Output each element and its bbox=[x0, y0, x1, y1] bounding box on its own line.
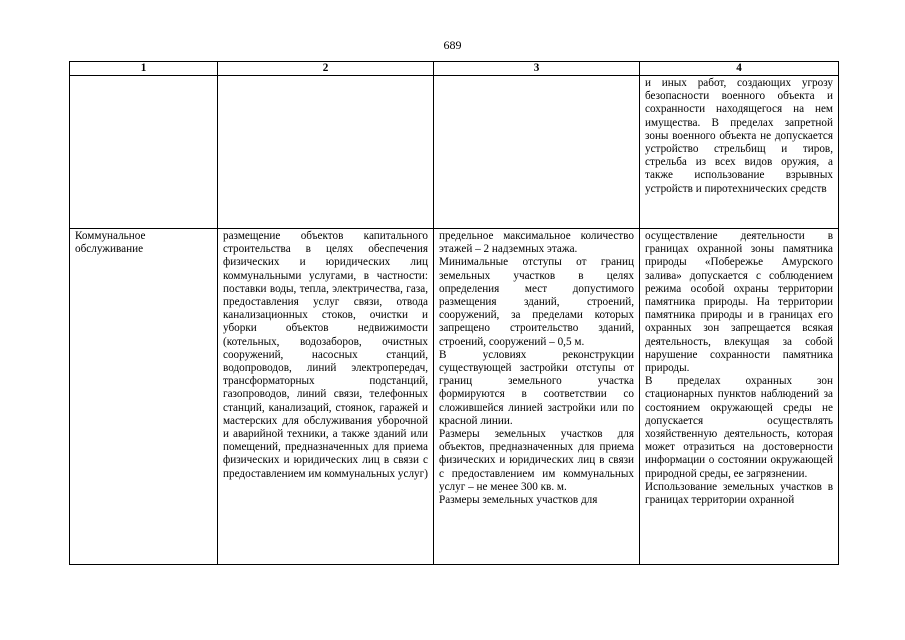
table-cell-type-name: Коммунальное обслуживание bbox=[70, 229, 218, 565]
column-header-2: 2 bbox=[218, 62, 434, 76]
column-header-1: 1 bbox=[70, 62, 218, 76]
paragraph: Использование земельных участков в границах территории охранной bbox=[645, 480, 833, 507]
table-cell-restrictions bbox=[640, 229, 839, 565]
column-header-3: 3 bbox=[434, 62, 640, 76]
table-cell-description: размещение объектов капитального строительства в целях обеспечения физических и юридических лиц коммунальными услугами, в частности: поставки воды, тепла, электричества, газа, предоставления услуг связи, отвода канализационных стоков, очистки и уборки объектов недвижимости (котельных, водозаборов, очистных сооружений, насосных станций, водопроводов, линий электропередач, трансформаторных подстанций, газопроводов, линий связи, телефонных станций, канализаций, стоянок, гаражей и мастерских для обслуживания уборочной и аварийной техники, а также зданий или помещений, предназначенных для приема физических и юридических лиц в связи с предоставлением им коммунальных услуг) bbox=[218, 229, 434, 565]
paragraph: осуществление деятельности в границах охранной зоны памятника природы «Побережье Амурского залива» допускается с соблюдением режима особой охраны территории памятника природы. На территории памятника природы и в границах его охранных зон запрещается всякая деятельность, влекущая за собой нарушение сохранности памятника природы. bbox=[645, 230, 833, 375]
header-row bbox=[70, 62, 839, 76]
column-header-4: 4 bbox=[640, 62, 839, 76]
table-cell bbox=[218, 76, 434, 229]
paragraph: Размеры земельных участков для объектов, предназначенных для приема физических и юридических лиц в связи с предоставлением им коммунальных услуг – не менее 300 кв. м. bbox=[439, 428, 634, 493]
table-row-continuation bbox=[70, 76, 839, 229]
page-number: 689 bbox=[443, 38, 462, 52]
paragraph: В условиях реконструкции существующей застройки отступы от границ земельного участка формируются в соответствии со сложившейся линией застройки или по красной линии. bbox=[439, 348, 634, 427]
table-cell bbox=[434, 76, 640, 229]
table-cell-parameters bbox=[434, 229, 640, 565]
regulations-table bbox=[69, 61, 839, 565]
paragraph: предельное максимальное количество этажей – 2 надземных этажа. bbox=[439, 230, 634, 256]
table-cell bbox=[70, 76, 218, 229]
paragraph: В пределах охранных зон стационарных пунктов наблюдений за состоянием окружающей среды не допускается осуществлять хозяйственную деятельность, которая может отразиться на достоверности информации о состоянии окружающей природной среды, ее загрязнении. bbox=[645, 375, 833, 480]
paragraph: Минимальные отступы от границ земельных участков в целях определения мест допустимого размещения зданий, строений, сооружений, за пределами которых запрещено строительство зданий, строений, сооружений – 0,5 м. bbox=[439, 256, 634, 348]
paragraph: Размеры земельных участков для bbox=[439, 494, 598, 507]
table-cell-restrictions: и иных работ, создающих угрозу безопасности военного объекта и сохранности находящегося на нем имущества. В пределах запретной зоны военного объекта не допускается устройство стрельбищ и тиров, стрельба из всех видов оружия, а также использование взрывных устройств и пиротехнических средств bbox=[640, 76, 839, 229]
table-row-communal-services bbox=[70, 229, 839, 565]
